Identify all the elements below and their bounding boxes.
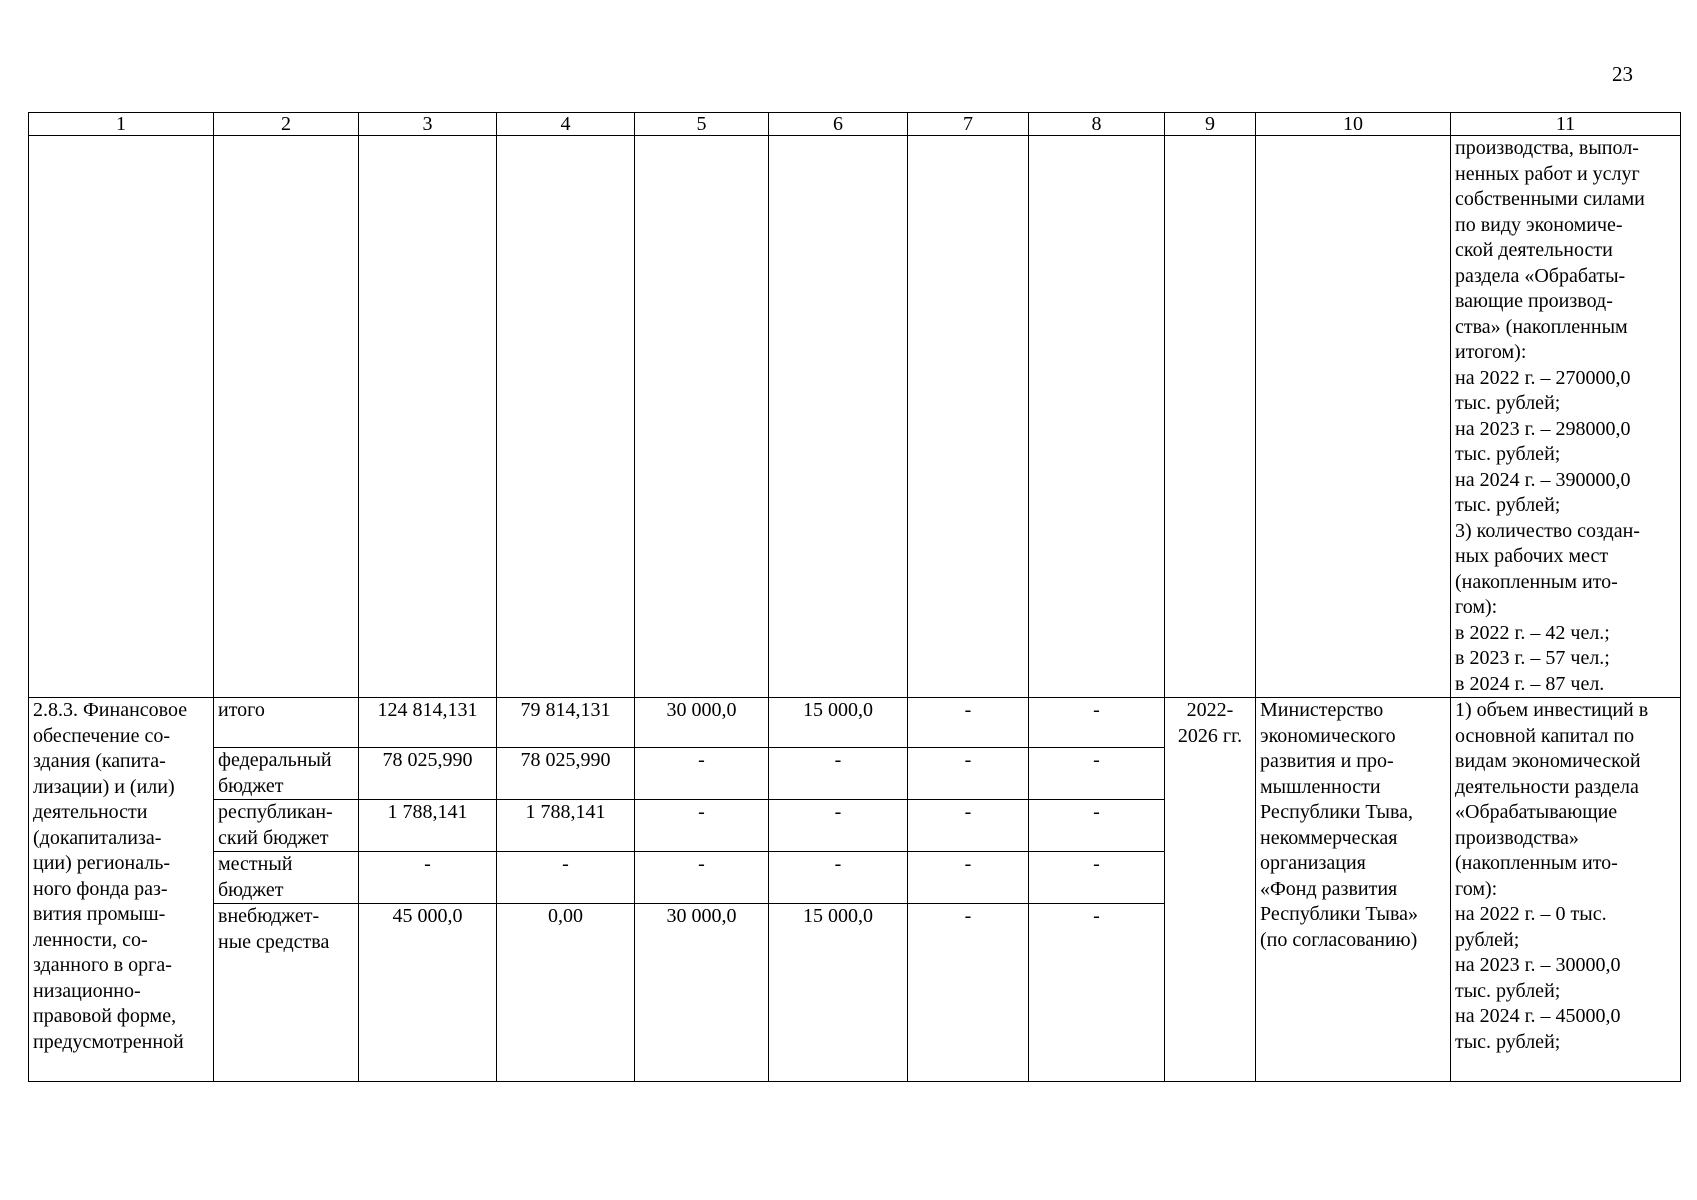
amount-year-2023: - bbox=[635, 748, 769, 800]
expected-results: 1) объем инвестиций в основной капитал по видам экономической деятельности раздела «Обрабатывающие производства» (накопленным ито- гом): на 2022 г. – 0 тыс. рублей; на 2023 г. – 30000,0 тыс. рублей; на 2024 г. – 45000,0 тыс. рублей; bbox=[1451, 698, 1681, 1082]
amount-total: 45 000,0 bbox=[359, 904, 497, 1082]
amount-col-8: - bbox=[1029, 698, 1165, 748]
amount-year-2023: 30 000,0 bbox=[635, 698, 769, 748]
column-header-5: 5 bbox=[635, 113, 769, 136]
funding-source: федеральный бюджет bbox=[214, 748, 359, 800]
funding-row-total bbox=[29, 698, 1681, 748]
funding-source: итого bbox=[214, 698, 359, 748]
column-header-1: 1 bbox=[29, 113, 214, 136]
continuation-cell-4 bbox=[497, 136, 635, 698]
continuation-row bbox=[29, 136, 1681, 698]
funding-source: внебюджет- ные средства bbox=[214, 904, 359, 1082]
amount-col-7: - bbox=[908, 748, 1029, 800]
funding-source: республикан- ский бюджет bbox=[214, 800, 359, 852]
continuation-cell-9 bbox=[1165, 136, 1256, 698]
amount-col-7: - bbox=[908, 698, 1029, 748]
page-number: 23 bbox=[1612, 62, 1633, 86]
program-table bbox=[28, 112, 1681, 1082]
amount-year-2024: 15 000,0 bbox=[769, 698, 908, 748]
implementation-period: 2022- 2026 гг. bbox=[1165, 698, 1256, 1082]
continuation-cell-10 bbox=[1256, 136, 1451, 698]
column-header-7: 7 bbox=[908, 113, 1029, 136]
column-header-10: 10 bbox=[1256, 113, 1451, 136]
amount-col-8: - bbox=[1029, 852, 1165, 904]
column-header-4: 4 bbox=[497, 113, 635, 136]
amount-year-2024: - bbox=[769, 800, 908, 852]
amount-year-2022: 0,00 bbox=[497, 904, 635, 1082]
funding-source: местный бюджет bbox=[214, 852, 359, 904]
amount-year-2023: 30 000,0 bbox=[635, 904, 769, 1082]
amount-total: 78 025,990 bbox=[359, 748, 497, 800]
amount-year-2023: - bbox=[635, 852, 769, 904]
amount-total: 124 814,131 bbox=[359, 698, 497, 748]
continuation-cell-5 bbox=[635, 136, 769, 698]
column-header-2: 2 bbox=[214, 113, 359, 136]
amount-year-2024: - bbox=[769, 852, 908, 904]
amount-year-2022: 79 814,131 bbox=[497, 698, 635, 748]
amount-year-2022: 1 788,141 bbox=[497, 800, 635, 852]
column-header-6: 6 bbox=[769, 113, 908, 136]
amount-year-2023: - bbox=[635, 800, 769, 852]
amount-col-8: - bbox=[1029, 904, 1165, 1082]
continuation-cell-7 bbox=[908, 136, 1029, 698]
amount-year-2024: 15 000,0 bbox=[769, 904, 908, 1082]
amount-year-2022: 78 025,990 bbox=[497, 748, 635, 800]
continuation-cell-6 bbox=[769, 136, 908, 698]
amount-col-7: - bbox=[908, 852, 1029, 904]
amount-total: - bbox=[359, 852, 497, 904]
continuation-cell-1 bbox=[29, 136, 214, 698]
amount-col-7: - bbox=[908, 800, 1029, 852]
item-name: 2.8.3. Финансовое обеспечение со- здания (капита- лизации) и (или) деятельности (докапитализа- ции) региональ- ного фонда раз- вития промыш- ленности, со- зданного в орга- низационно- правовой форме, предусмотренной bbox=[29, 698, 214, 1082]
continuation-indicators: производства, выпол- ненных работ и услуг собственными силами по виду экономиче- ской деятельности раздела «Обрабаты- вающие производ- ства» (накопленным итогом): на 2022 г. – 270000,0 тыс. рублей; на 2023 г. – 298000,0 тыс. рублей; на 2024 г. – 390000,0 тыс. рублей; 3) количество создан- ных рабочих мест (накопленным ито- гом): в 2022 г. – 42 чел.; в 2023 г. – 57 чел.; в 2024 г. – 87 чел. bbox=[1451, 136, 1681, 698]
column-header-8: 8 bbox=[1029, 113, 1165, 136]
responsible-executor: Министерство экономического развития и про- мышленности Республики Тыва, некоммерческая организация «Фонд развития Республики Тыва» (по согласованию) bbox=[1256, 698, 1451, 1082]
column-header-9: 9 bbox=[1165, 113, 1256, 136]
amount-col-8: - bbox=[1029, 748, 1165, 800]
amount-col-7: - bbox=[908, 904, 1029, 1082]
column-header-11: 11 bbox=[1451, 113, 1681, 136]
amount-year-2024: - bbox=[769, 748, 908, 800]
amount-col-8: - bbox=[1029, 800, 1165, 852]
amount-total: 1 788,141 bbox=[359, 800, 497, 852]
column-number-row bbox=[29, 113, 1681, 136]
column-header-3: 3 bbox=[359, 113, 497, 136]
continuation-cell-3 bbox=[359, 136, 497, 698]
continuation-cell-8 bbox=[1029, 136, 1165, 698]
amount-year-2022: - bbox=[497, 852, 635, 904]
continuation-cell-2 bbox=[214, 136, 359, 698]
